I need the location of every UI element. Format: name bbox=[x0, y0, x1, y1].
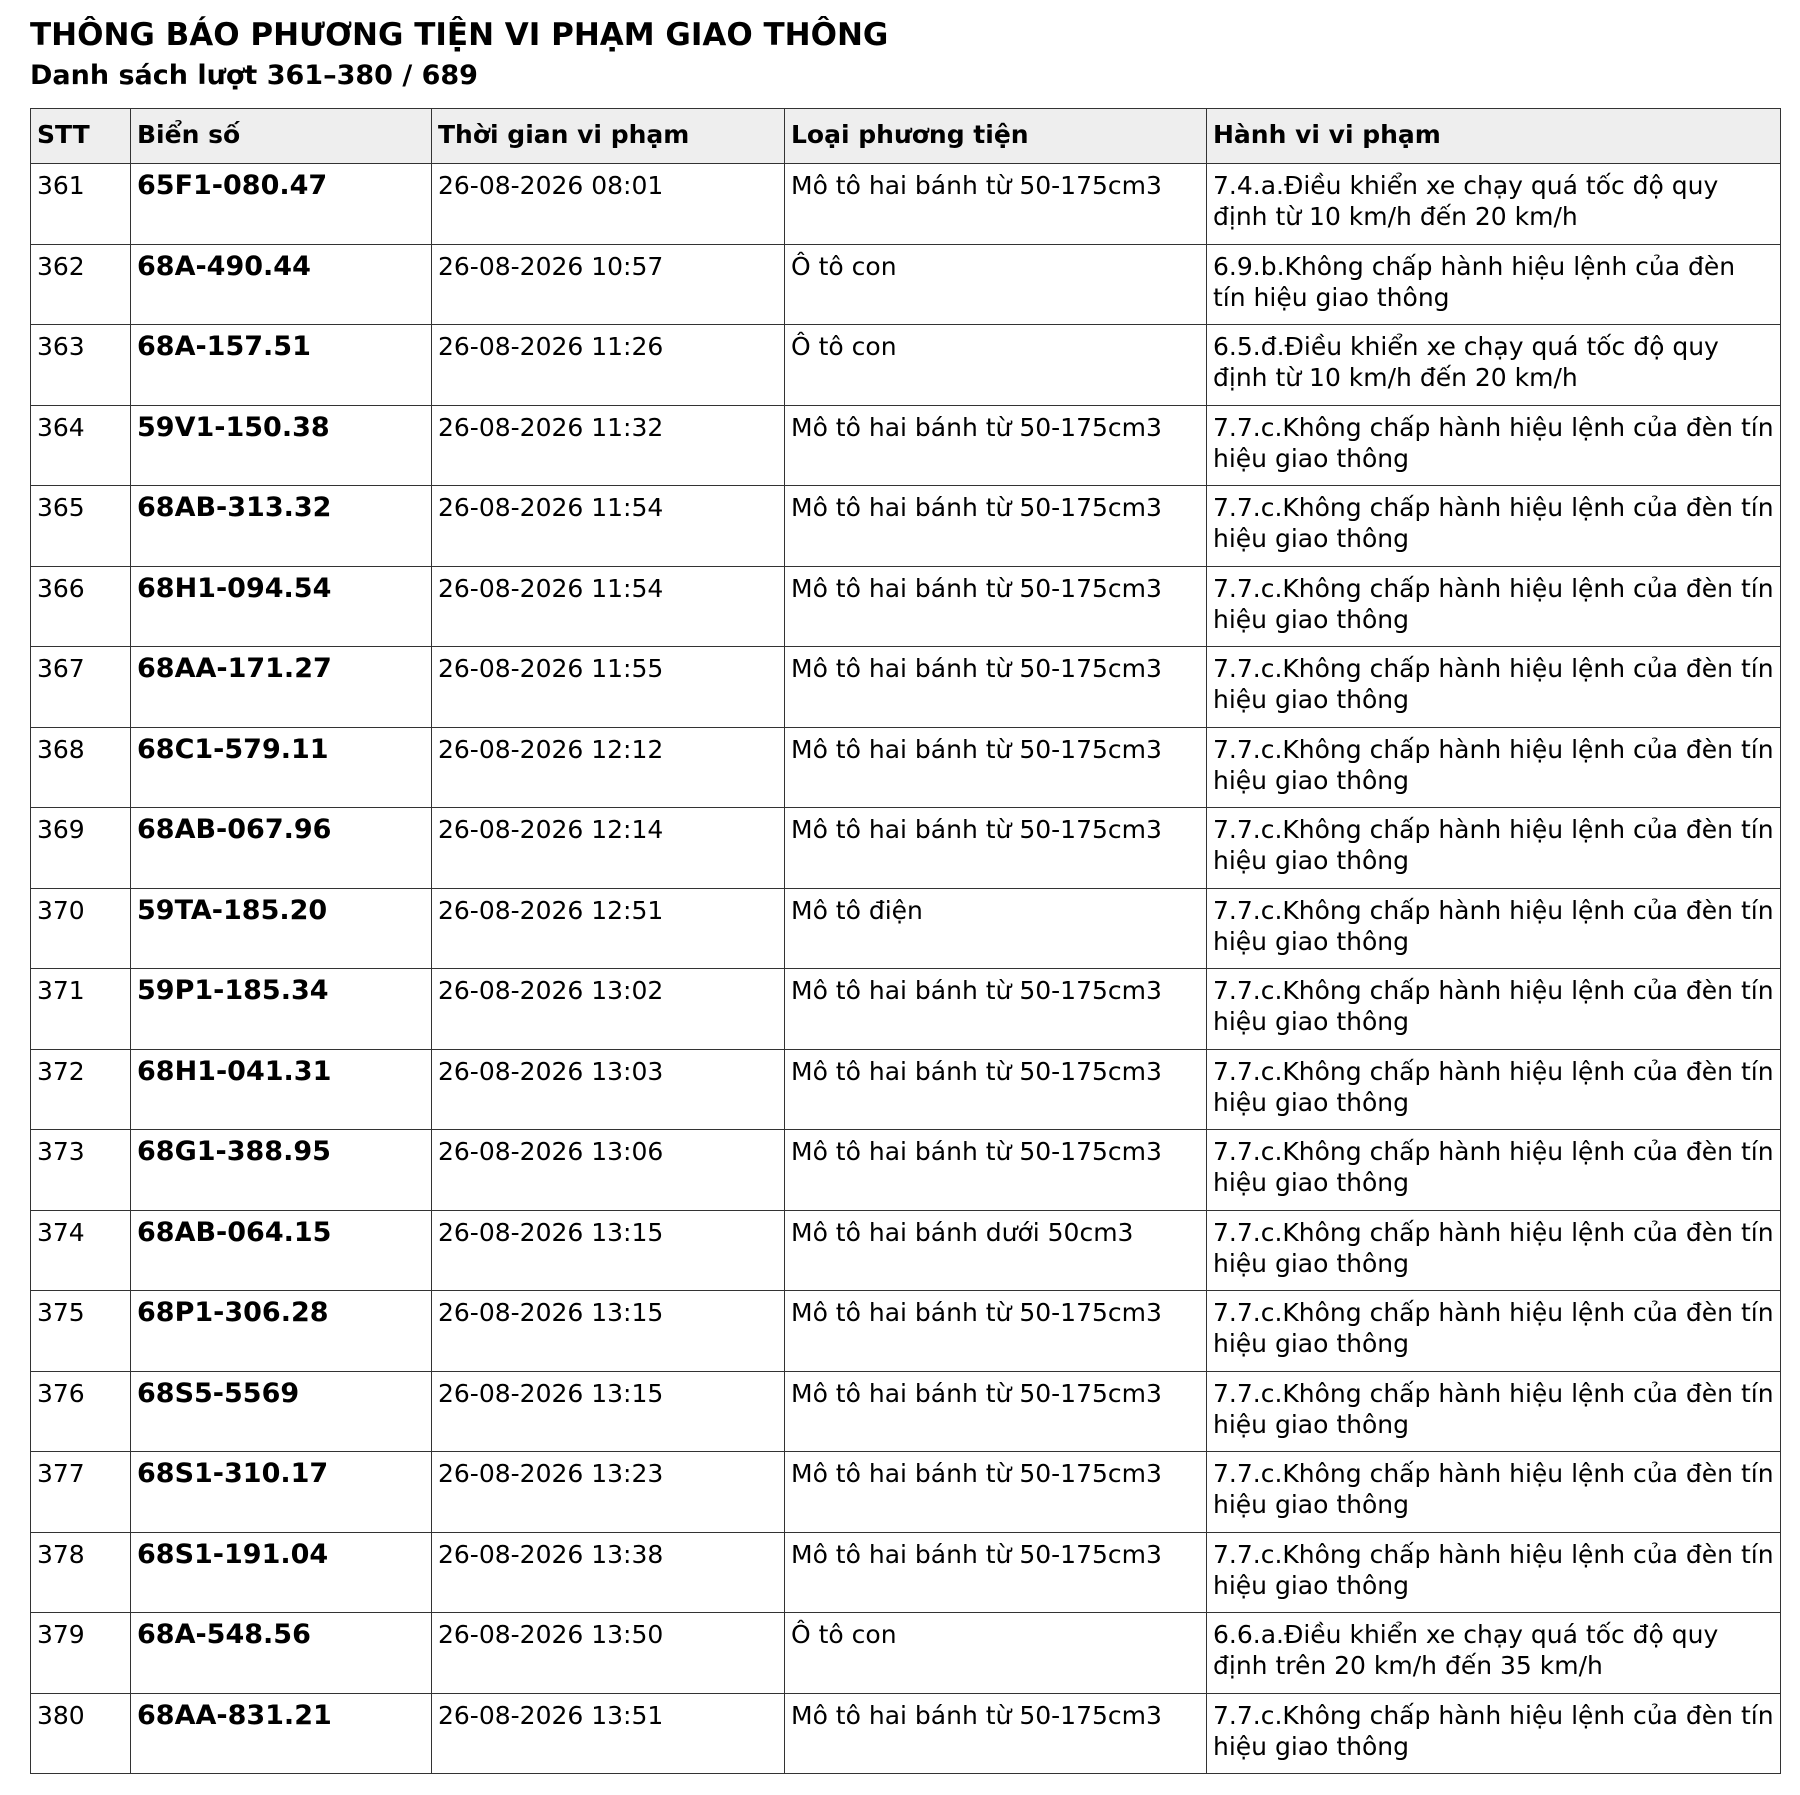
cell-stt: 367 bbox=[31, 647, 131, 728]
cell-license-plate: 68AA-171.27 bbox=[131, 647, 432, 728]
cell-stt: 379 bbox=[31, 1613, 131, 1694]
cell-vehicle-type: Mô tô hai bánh từ 50-175cm3 bbox=[785, 1452, 1207, 1533]
cell-license-plate: 68P1-306.28 bbox=[131, 1291, 432, 1372]
cell-violation-time: 26-08-2026 13:51 bbox=[432, 1693, 785, 1774]
cell-vehicle-type: Mô tô hai bánh từ 50-175cm3 bbox=[785, 164, 1207, 245]
cell-vehicle-type: Mô tô hai bánh từ 50-175cm3 bbox=[785, 566, 1207, 647]
cell-violation: 7.7.c.Không chấp hành hiệu lệnh của đèn tín hiệu giao thông bbox=[1207, 566, 1781, 647]
cell-violation-time: 26-08-2026 13:03 bbox=[432, 1049, 785, 1130]
cell-stt: 369 bbox=[31, 808, 131, 889]
cell-violation-time: 26-08-2026 08:01 bbox=[432, 164, 785, 245]
cell-violation: 7.7.c.Không chấp hành hiệu lệnh của đèn tín hiệu giao thông bbox=[1207, 647, 1781, 728]
cell-vehicle-type: Mô tô hai bánh từ 50-175cm3 bbox=[785, 727, 1207, 808]
cell-license-plate: 68C1-579.11 bbox=[131, 727, 432, 808]
cell-vehicle-type: Mô tô hai bánh từ 50-175cm3 bbox=[785, 969, 1207, 1050]
cell-vehicle-type: Ô tô con bbox=[785, 244, 1207, 325]
column-header-violation: Hành vi vi phạm bbox=[1207, 109, 1781, 164]
cell-violation-time: 26-08-2026 10:57 bbox=[432, 244, 785, 325]
page-title: THÔNG BÁO PHƯƠNG TIỆN VI PHẠM GIAO THÔNG bbox=[30, 17, 889, 53]
table-row bbox=[31, 969, 1781, 1050]
table-row bbox=[31, 1452, 1781, 1533]
table-row bbox=[31, 486, 1781, 567]
cell-violation-time: 26-08-2026 13:06 bbox=[432, 1130, 785, 1211]
table-row bbox=[31, 1210, 1781, 1291]
column-header-stt: STT bbox=[31, 109, 131, 164]
cell-violation: 7.4.a.Điều khiển xe chạy quá tốc độ quy định từ 10 km/h đến 20 km/h bbox=[1207, 164, 1781, 245]
cell-violation-time: 26-08-2026 13:23 bbox=[432, 1452, 785, 1533]
cell-stt: 365 bbox=[31, 486, 131, 567]
cell-vehicle-type: Mô tô hai bánh dưới 50cm3 bbox=[785, 1210, 1207, 1291]
column-header-plate: Biển số bbox=[131, 109, 432, 164]
table-row bbox=[31, 1371, 1781, 1452]
table-row bbox=[31, 1613, 1781, 1694]
cell-vehicle-type: Mô tô hai bánh từ 50-175cm3 bbox=[785, 647, 1207, 728]
cell-license-plate: 68G1-388.95 bbox=[131, 1130, 432, 1211]
cell-violation: 7.7.c.Không chấp hành hiệu lệnh của đèn tín hiệu giao thông bbox=[1207, 1371, 1781, 1452]
column-header-vehicle-type: Loại phương tiện bbox=[785, 109, 1207, 164]
table-row bbox=[31, 325, 1781, 406]
cell-stt: 376 bbox=[31, 1371, 131, 1452]
cell-violation-time: 26-08-2026 13:50 bbox=[432, 1613, 785, 1694]
cell-vehicle-type: Mô tô hai bánh từ 50-175cm3 bbox=[785, 1049, 1207, 1130]
table-row bbox=[31, 164, 1781, 245]
cell-violation: 7.7.c.Không chấp hành hiệu lệnh của đèn tín hiệu giao thông bbox=[1207, 1532, 1781, 1613]
cell-stt: 378 bbox=[31, 1532, 131, 1613]
column-header-time: Thời gian vi phạm bbox=[432, 109, 785, 164]
cell-violation-time: 26-08-2026 12:51 bbox=[432, 888, 785, 969]
cell-violation-time: 26-08-2026 12:12 bbox=[432, 727, 785, 808]
cell-violation: 7.7.c.Không chấp hành hiệu lệnh của đèn tín hiệu giao thông bbox=[1207, 486, 1781, 567]
cell-violation-time: 26-08-2026 13:38 bbox=[432, 1532, 785, 1613]
cell-stt: 375 bbox=[31, 1291, 131, 1372]
page-subtitle: Danh sách lượt 361–380 / 689 bbox=[30, 60, 478, 91]
cell-violation: 6.9.b.Không chấp hành hiệu lệnh của đèn tín hiệu giao thông bbox=[1207, 244, 1781, 325]
cell-vehicle-type: Mô tô hai bánh từ 50-175cm3 bbox=[785, 486, 1207, 567]
cell-stt: 362 bbox=[31, 244, 131, 325]
cell-violation: 6.5.đ.Điều khiển xe chạy quá tốc độ quy định từ 10 km/h đến 20 km/h bbox=[1207, 325, 1781, 406]
cell-violation-time: 26-08-2026 11:55 bbox=[432, 647, 785, 728]
cell-stt: 371 bbox=[31, 969, 131, 1050]
table-row bbox=[31, 1693, 1781, 1774]
cell-violation: 6.6.a.Điều khiển xe chạy quá tốc độ quy định trên 20 km/h đến 35 km/h bbox=[1207, 1613, 1781, 1694]
cell-license-plate: 68S5-5569 bbox=[131, 1371, 432, 1452]
table-body bbox=[31, 164, 1781, 1774]
cell-stt: 373 bbox=[31, 1130, 131, 1211]
cell-license-plate: 68S1-191.04 bbox=[131, 1532, 432, 1613]
cell-violation-time: 26-08-2026 13:15 bbox=[432, 1210, 785, 1291]
table-row bbox=[31, 566, 1781, 647]
cell-vehicle-type: Mô tô hai bánh từ 50-175cm3 bbox=[785, 1291, 1207, 1372]
cell-violation-time: 26-08-2026 11:54 bbox=[432, 486, 785, 567]
cell-license-plate: 68AA-831.21 bbox=[131, 1693, 432, 1774]
cell-vehicle-type: Ô tô con bbox=[785, 1613, 1207, 1694]
cell-license-plate: 65F1-080.47 bbox=[131, 164, 432, 245]
table-row bbox=[31, 888, 1781, 969]
cell-license-plate: 68A-490.44 bbox=[131, 244, 432, 325]
cell-stt: 370 bbox=[31, 888, 131, 969]
cell-violation-time: 26-08-2026 13:15 bbox=[432, 1371, 785, 1452]
cell-stt: 363 bbox=[31, 325, 131, 406]
cell-stt: 377 bbox=[31, 1452, 131, 1533]
cell-vehicle-type: Mô tô hai bánh từ 50-175cm3 bbox=[785, 1693, 1207, 1774]
cell-violation: 7.7.c.Không chấp hành hiệu lệnh của đèn tín hiệu giao thông bbox=[1207, 1291, 1781, 1372]
table-row bbox=[31, 405, 1781, 486]
cell-violation-time: 26-08-2026 12:14 bbox=[432, 808, 785, 889]
table-row bbox=[31, 727, 1781, 808]
cell-vehicle-type: Ô tô con bbox=[785, 325, 1207, 406]
cell-violation-time: 26-08-2026 11:54 bbox=[432, 566, 785, 647]
cell-vehicle-type: Mô tô hai bánh từ 50-175cm3 bbox=[785, 405, 1207, 486]
cell-license-plate: 59V1-150.38 bbox=[131, 405, 432, 486]
cell-license-plate: 68AB-313.32 bbox=[131, 486, 432, 567]
cell-license-plate: 59TA-185.20 bbox=[131, 888, 432, 969]
cell-violation-time: 26-08-2026 11:26 bbox=[432, 325, 785, 406]
cell-stt: 372 bbox=[31, 1049, 131, 1130]
cell-violation: 7.7.c.Không chấp hành hiệu lệnh của đèn tín hiệu giao thông bbox=[1207, 727, 1781, 808]
cell-license-plate: 68AB-067.96 bbox=[131, 808, 432, 889]
cell-violation-time: 26-08-2026 13:02 bbox=[432, 969, 785, 1050]
table-row bbox=[31, 1130, 1781, 1211]
cell-vehicle-type: Mô tô điện bbox=[785, 888, 1207, 969]
table-row bbox=[31, 1532, 1781, 1613]
cell-license-plate: 68AB-064.15 bbox=[131, 1210, 432, 1291]
cell-violation-time: 26-08-2026 13:15 bbox=[432, 1291, 785, 1372]
table-row bbox=[31, 1049, 1781, 1130]
cell-violation: 7.7.c.Không chấp hành hiệu lệnh của đèn tín hiệu giao thông bbox=[1207, 808, 1781, 889]
cell-stt: 366 bbox=[31, 566, 131, 647]
cell-vehicle-type: Mô tô hai bánh từ 50-175cm3 bbox=[785, 1130, 1207, 1211]
cell-violation: 7.7.c.Không chấp hành hiệu lệnh của đèn tín hiệu giao thông bbox=[1207, 1049, 1781, 1130]
cell-stt: 368 bbox=[31, 727, 131, 808]
table-header-row bbox=[31, 109, 1781, 164]
cell-violation: 7.7.c.Không chấp hành hiệu lệnh của đèn tín hiệu giao thông bbox=[1207, 1452, 1781, 1533]
cell-violation-time: 26-08-2026 11:32 bbox=[432, 405, 785, 486]
cell-violation: 7.7.c.Không chấp hành hiệu lệnh của đèn tín hiệu giao thông bbox=[1207, 1693, 1781, 1774]
cell-violation: 7.7.c.Không chấp hành hiệu lệnh của đèn tín hiệu giao thông bbox=[1207, 1130, 1781, 1211]
table-row bbox=[31, 647, 1781, 728]
cell-license-plate: 68H1-041.31 bbox=[131, 1049, 432, 1130]
violations-table bbox=[30, 108, 1781, 1774]
cell-license-plate: 59P1-185.34 bbox=[131, 969, 432, 1050]
cell-license-plate: 68H1-094.54 bbox=[131, 566, 432, 647]
cell-vehicle-type: Mô tô hai bánh từ 50-175cm3 bbox=[785, 1532, 1207, 1613]
table-row bbox=[31, 808, 1781, 889]
cell-stt: 364 bbox=[31, 405, 131, 486]
cell-violation: 7.7.c.Không chấp hành hiệu lệnh của đèn tín hiệu giao thông bbox=[1207, 1210, 1781, 1291]
cell-license-plate: 68S1-310.17 bbox=[131, 1452, 432, 1533]
cell-stt: 374 bbox=[31, 1210, 131, 1291]
cell-license-plate: 68A-548.56 bbox=[131, 1613, 432, 1694]
cell-vehicle-type: Mô tô hai bánh từ 50-175cm3 bbox=[785, 1371, 1207, 1452]
cell-violation: 7.7.c.Không chấp hành hiệu lệnh của đèn tín hiệu giao thông bbox=[1207, 969, 1781, 1050]
cell-violation: 7.7.c.Không chấp hành hiệu lệnh của đèn tín hiệu giao thông bbox=[1207, 888, 1781, 969]
cell-stt: 380 bbox=[31, 1693, 131, 1774]
cell-license-plate: 68A-157.51 bbox=[131, 325, 432, 406]
cell-stt: 361 bbox=[31, 164, 131, 245]
cell-violation: 7.7.c.Không chấp hành hiệu lệnh của đèn tín hiệu giao thông bbox=[1207, 405, 1781, 486]
table-row bbox=[31, 244, 1781, 325]
cell-vehicle-type: Mô tô hai bánh từ 50-175cm3 bbox=[785, 808, 1207, 889]
table-row bbox=[31, 1291, 1781, 1372]
